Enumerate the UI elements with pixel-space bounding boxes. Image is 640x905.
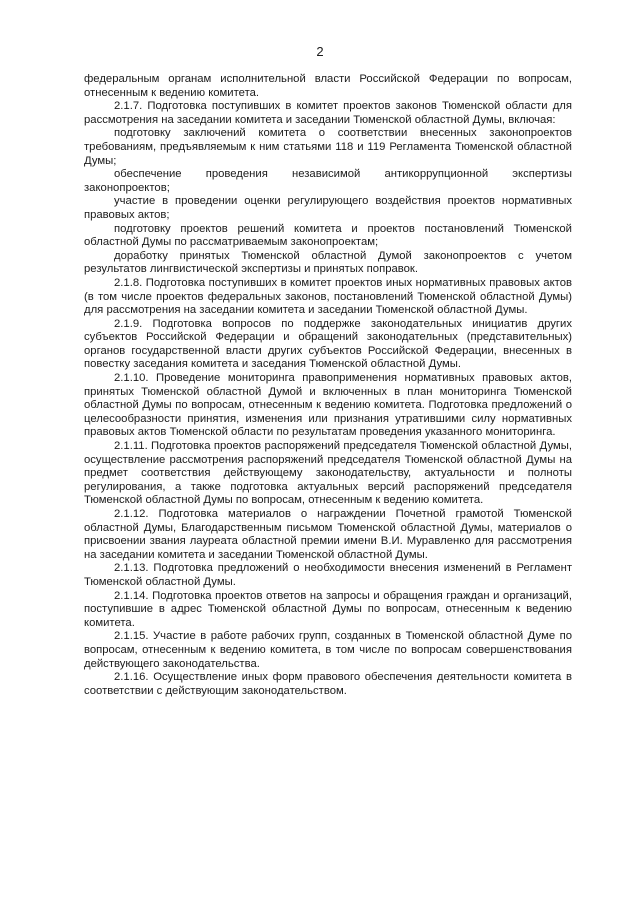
paragraph: подготовку заключений комитета о соответствии внесенных законопроектов требованиям, предъявляемым к ним статьями 118 и 119 Регламента Тюменской областной Думы; (84, 127, 572, 167)
paragraph: 2.1.8. Подготовка поступивших в комитет проектов иных нормативных правовых актов (в том числе проектов федеральных законов, постановлений Тюменской областной Думы) для рассмотрения на заседании комитета и заседании Тюменской областной Думы. (84, 276, 572, 317)
paragraph: участие в проведении оценки регулирующего воздействия проектов нормативных правовых актов; (84, 195, 572, 221)
paragraph: 2.1.9. Подготовка вопросов по поддержке законодательных инициатив других субъектов Российской Федерации и обращений законодательных (представительных) органов государственной власти других субъектов Российской Федерации, внесенных в повестку заседания комитета и заседания Тюменской областной Думы. (84, 317, 572, 371)
paragraph: 2.1.10. Проведение мониторинга правоприменения нормативных правовых актов, принятых Тюменской областной Думой и включенных в план мониторинга Тюменской областной Думы по вопросам, отнесенным к ведению комитета. Подготовка предложений о целесообразности принятия, изменения или признания утратившими силу нормативных правовых актов Тюменской области по результатам проведения указанного мониторинга. (84, 372, 572, 439)
document-body (84, 73, 572, 698)
paragraph: доработку принятых Тюменской областной Думой законопроектов с учетом результатов лингвистической экспертизы и принятых поправок. (84, 249, 572, 276)
paragraph: подготовку проектов решений комитета и проектов постановлений Тюменской областной Думы по рассматриваемым законопроектам; (84, 222, 572, 249)
paragraph: 2.1.7. Подготовка поступивших в комитет проектов законов Тюменской области для рассмотрения на заседании комитета и заседании Тюменской областной Думы, включая: (84, 100, 572, 126)
paragraph: обеспечение проведения независимой антикоррупционной экспертизы законопроектов; (84, 168, 572, 194)
paragraph: 2.1.12. Подготовка материалов о награждении Почетной грамотой Тюменской областной Думы, Благодарственным письмом Тюменской областной Думы, материалов о присвоении звания лауреата областной премии имени В.И. Муравленко для рассмотрения на заседании комитета и заседании Тюменской областной Думы. (84, 508, 572, 561)
paragraph: 2.1.11. Подготовка проектов распоряжений председателя Тюменской областной Думы, осуществление рассмотрения распоряжений председателя Тюменской областной Думы на предмет соответствия действующему законодательству, актуальности и полноты регулирования, а также подготовка актуальных версий распоряжений председателя Тюменской областной Думы по вопросам, отнесенным к ведению комитета. (84, 440, 572, 507)
paragraph: 2.1.16. Осуществление иных форм правового обеспечения деятельности комитета в соответствии с действующим законодательством. (84, 671, 572, 697)
paragraph: 2.1.15. Участие в работе рабочих групп, созданных в Тюменской областной Думе по вопросам, отнесенным к ведению комитета, в том числе по вопросам совершенствования действующего законодательства. (84, 630, 572, 670)
paragraph: федеральным органам исполнительной власти Российской Федерации по вопросам, отнесенным к ведению комитета. (84, 73, 572, 99)
paragraph: 2.1.14. Подготовка проектов ответов на запросы и обращения граждан и организаций, поступившие в адрес Тюменской областной Думы по вопросам, отнесенным к ведению комитета. (84, 589, 572, 629)
page-number: 2 (316, 44, 324, 59)
paragraph: 2.1.13. Подготовка предложений о необходимости внесения изменений в Регламент Тюменской областной Думы. (84, 562, 572, 588)
